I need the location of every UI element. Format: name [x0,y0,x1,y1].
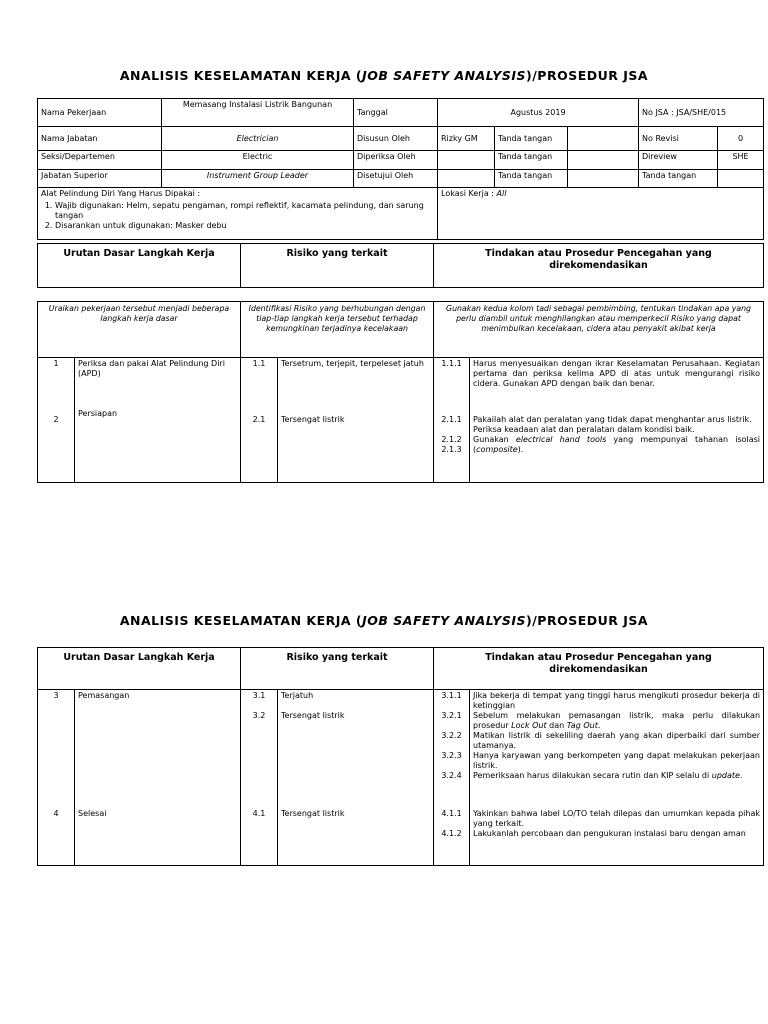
step-number: 4 [53,809,59,818]
header-langkah-kerja: Urutan Dasar Langkah Kerja [38,244,241,288]
nama-jabatan-label: Nama Jabatan [38,127,162,151]
nama-jabatan-value: Electrician [162,127,354,151]
action-text: Hanya karyawan yang berkompeten yang dapat melakukan pekerjaan listrik. [473,751,761,770]
direview-label: Direview [639,151,718,170]
guide-tindakan: Gunakan kedua kolom tadi sebagai pembimbing, tentukan tindakan apa yang perlu diambil untuk menghilangkan atau memperkecil Risiko yang dapat menimbulkan kecelakaan, cidera atau penyakit akibat kerja [434,302,764,358]
action-text: Periksa keadaan alat dan peralatan dalam kondisi baik. [473,425,695,434]
action-text: Harus menyesuaikan dengan ikrar Keselamatan Perusahaan. Kegiatan pertama dan periksa kelima APD di atas untuk mengurangi risiko cidera. Gunakan APD dengan baik dan benar. [473,359,761,388]
apd-item: 1. Wajib digunakan: Helm, sepatu pengaman, rompi reflektif, kacamata pelindung, dan sarung tangan [55,201,434,221]
apd-item: 2. Disarankan untuk digunakan: Masker debu [55,221,434,231]
action-cell [470,358,764,483]
action-number: 3.2.4 [441,771,462,780]
risk-number: 4.1 [252,809,266,818]
apd-label: Alat Pelindung Diri Yang Harus Dipakai : [41,189,201,198]
step-cell [75,690,241,866]
tanda-tangan-field [718,170,764,188]
header-tindakan: Tindakan atau Prosedur Pencegahan yang direkomendasikan [434,648,764,690]
action-number: 3.1.1 [441,691,462,700]
action-text: Sebelum melakukan pemasangan listrik, maka perlu dilakukan prosedur Lock Out dan Tag Out. [473,711,761,730]
risk-number: 3.1 [252,691,266,700]
header-risiko: Risiko yang terkait [241,244,434,288]
action-text: Pakailah alat dan peralatan yang tidak dapat menghantar arus listrik. [473,415,752,424]
action-number: 4.1.2 [441,829,462,838]
step-number-cell [38,690,75,866]
no-revisi-label: No Revisi [639,127,718,151]
tanda-tangan-field [568,127,639,151]
tanggal-label: Tanggal [354,99,438,127]
disusun-value: Rizky GM [438,127,495,151]
action-text: Pemeriksaan harus dilakukan secara rutin dan KIP selalu di update. [473,771,743,780]
risk-number: 1.1 [252,359,266,368]
seksi-value: Electric [162,151,354,170]
jsa-steps-table [37,301,764,483]
lokasi-value: All [496,189,507,198]
risk-number-cell [241,690,278,866]
jsa-steps-table-continued [37,647,764,866]
header-langkah-kerja: Urutan Dasar Langkah Kerja [38,648,241,690]
no-revisi-value: 0 [718,127,764,151]
step-text: Selesai [78,809,107,818]
no-jsa: No JSA : JSA/SHE/015 [639,99,764,127]
tanda-tangan-label: Tanda tangan [495,170,568,188]
apd-list [41,201,434,231]
action-number-cell [434,690,470,866]
action-number: 1.1.1 [441,359,462,368]
tanda-tangan-field [568,151,639,170]
action-number: 3.2.1 [441,711,462,720]
risk-text: Tersetrum, terjepit, terpeleset jatuh [281,359,424,368]
action-number: 3.2.2 [441,731,462,740]
risk-text: Tersengat listrik [281,415,345,424]
action-number: 3.2.3 [441,751,462,760]
action-number: 4.1.1 [441,809,462,818]
action-number: 2.1.1 [441,415,462,424]
disetujui-value [438,170,495,188]
risk-text: Tersengat listrik [281,809,345,818]
action-text: Matikan listrik di sekeliling daerah yang akan diperbaiki dari sumber utamanya. [473,731,761,750]
step-number: 3 [53,691,59,700]
risk-cell [278,358,434,483]
diperiksa-value [438,151,495,170]
step-text: Pemasangan [78,691,130,700]
jabatan-superior-value: Instrument Group Leader [162,170,354,188]
jsa-info-table [37,98,764,240]
direview-value: SHE [718,151,764,170]
page-title: ANALISIS KESELAMATAN KERJA (JOB SAFETY ANALYSIS)/PROSEDUR JSA [119,613,649,628]
risk-text: Tersengat listrik [281,711,345,720]
action-number: 2.1.3 [441,445,462,454]
step-number: 1 [53,359,59,368]
tanda-tangan-label: Tanda tangan [495,151,568,170]
risk-number-cell [241,358,278,483]
step-number: 2 [53,415,59,424]
action-number: 2.1.2 [441,435,462,444]
action-text: Lakukanlah percobaan dan pengukuran instalasi baru dengan aman [473,829,746,838]
nama-pekerjaan-value: Memasang Instalasi Listrik Bangunan [162,99,354,127]
risk-number: 2.1 [252,415,266,424]
step-cell [75,358,241,483]
step-number-cell [38,358,75,483]
lokasi-kerja [438,188,764,240]
guide-langkah: Uraikan pekerjaan tersebut menjadi beberapa langkah kerja dasar [38,302,241,358]
page-title: ANALISIS KESELAMATAN KERJA (JOB SAFETY ANALYSIS)/PROSEDUR JSA [119,68,649,83]
nama-pekerjaan-label: Nama Pekerjaan [38,99,162,127]
seksi-label: Seksi/Departemen [38,151,162,170]
tanda-tangan-label: Tanda tangan [495,127,568,151]
action-text: Gunakan electrical hand tools yang mempunyai tahanan isolasi (composite). [473,435,761,454]
action-cell [470,690,764,866]
disusun-label: Disusun Oleh [354,127,438,151]
step-text: Periksa dan pakai Alat Pelindung Diri (APD) [78,359,225,378]
risk-cell [278,690,434,866]
jabatan-superior-label: Jabatan Superior [38,170,162,188]
tanda-tangan-label: Tanda tangan [639,170,718,188]
risk-text: Terjatuh [281,691,314,700]
step-text: Persiapan [78,409,118,418]
lokasi-label: Lokasi Kerja : [441,189,497,198]
risk-number: 3.2 [252,711,266,720]
guide-risiko: Identifikasi Risiko yang berhubungan dengan tiap-tiap langkah kerja tersebut terhadap kemungkinan terjadinya kecelakaan [241,302,434,358]
action-text: Yakinkan bahwa label LO/TO telah dilepas dan umumkan kepada pihak yang terkait. [473,809,761,828]
column-header-table [37,243,764,288]
apd-section [38,188,438,240]
action-text: Jika bekerja di tempat yang tinggi harus mengikuti prosedur bekerja di ketinggian [473,691,761,710]
tanda-tangan-field [568,170,639,188]
header-risiko: Risiko yang terkait [241,648,434,690]
diperiksa-label: Diperiksa Oleh [354,151,438,170]
header-tindakan: Tindakan atau Prosedur Pencegahan yang direkomendasikan [434,244,764,288]
action-number-cell [434,358,470,483]
tanggal-value: Agustus 2019 [438,99,639,127]
disetujui-label: Disetujui Oleh [354,170,438,188]
